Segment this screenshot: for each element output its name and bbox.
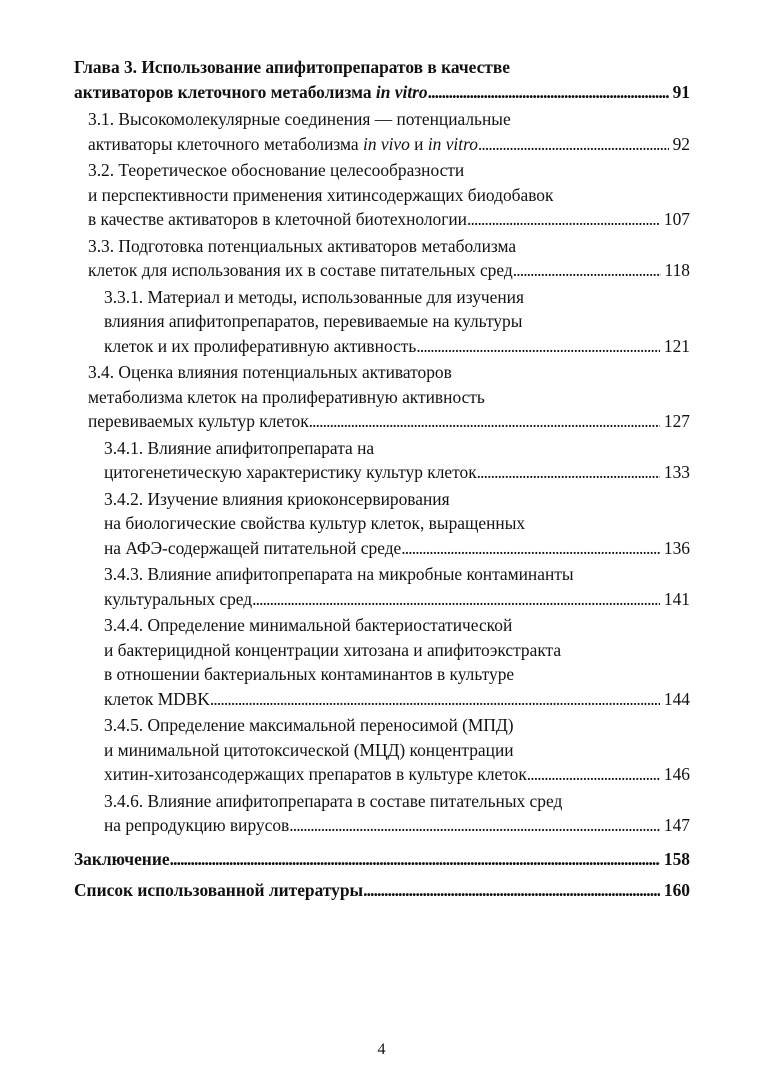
toc-page-number: 133 — [663, 462, 690, 482]
toc-text: хитин-хитозансодержащих препаратов в культуре клеток — [104, 764, 527, 784]
toc-line: 3.4.6. Влияние апифитопрепарата в составе питательных сред — [104, 790, 563, 811]
toc-text: культуральных сред — [104, 588, 253, 609]
toc-line: 3.4.1. Влияние апифитопрепарата на — [104, 437, 375, 458]
toc-entry-3-4-3[interactable] — [104, 562, 690, 611]
toc-text: на репродукцию вирусов — [104, 815, 290, 835]
dot-leader — [252, 587, 660, 612]
toc-text: и — [409, 133, 428, 154]
dot-leader — [170, 847, 660, 872]
toc-text: перевиваемых культур клеток — [88, 411, 309, 431]
toc-text: Список использованной литературы — [74, 880, 364, 900]
toc-entry-references[interactable] — [74, 878, 690, 903]
toc-entry-3-4-6[interactable] — [104, 789, 690, 838]
toc-line: 3.3.1. Материал и методы, использованные для изучения — [104, 286, 524, 307]
dot-leader — [477, 460, 660, 485]
dot-leader — [467, 207, 660, 232]
toc-page-number: 91 — [672, 81, 690, 102]
toc-page-number: 144 — [663, 688, 690, 709]
toc-line: 3.1. Высокомолекулярные соединения — потенциальные — [88, 109, 511, 129]
dot-leader — [289, 813, 660, 838]
toc-entry-3-4-4[interactable] — [104, 613, 690, 711]
dot-leader — [513, 258, 661, 283]
dot-leader — [210, 687, 660, 712]
toc-entry-3-3-1[interactable] — [104, 285, 690, 359]
toc-text: клеток для использования их в составе питательных сред — [88, 260, 513, 280]
toc-entry-3-4-1[interactable] — [104, 436, 690, 485]
toc-page-number: 160 — [663, 880, 690, 900]
toc-text: цитогенетическую характеристику культур клеток — [104, 462, 477, 482]
toc-line: в отношении бактериальных контаминантов в культуре — [104, 664, 515, 684]
toc-line: и бактерицидной концентрации хитозана и апифитоэкстракта — [104, 639, 562, 660]
toc-text: в качестве активаторов в клеточной биотехнологии — [88, 209, 467, 229]
toc-entry-3-3[interactable] — [88, 234, 690, 283]
toc-page-number: 121 — [663, 335, 690, 356]
toc-line: 3.4. Оценка влияния потенциальных активаторов — [88, 362, 452, 382]
dot-leader — [527, 762, 660, 787]
toc-italic-text: in vivo — [362, 133, 410, 154]
dot-leader — [401, 536, 660, 561]
toc-line: 3.3. Подготовка потенциальных активаторов метаболизма — [88, 235, 517, 256]
toc-italic-text: in vitro — [427, 133, 478, 154]
toc-page-number: 107 — [663, 209, 690, 229]
dot-leader — [478, 132, 669, 157]
toc-line: 3.4.3. Влияние апифитопрепарата на микробные контаминанты — [104, 564, 574, 584]
toc-text: Заключение — [74, 848, 170, 869]
table-of-contents — [74, 55, 690, 903]
toc-page-number: 92 — [672, 133, 690, 154]
toc-page-number: 141 — [663, 588, 690, 609]
toc-text: активаторов клеточного метаболизма — [74, 81, 376, 102]
toc-text: на АФЭ-содержащей питательной среде — [104, 537, 402, 558]
dot-leader — [363, 878, 660, 903]
toc-page-number: 147 — [663, 815, 690, 835]
toc-line: 3.4.2. Изучение влияния криоконсервирования — [104, 488, 450, 509]
dot-leader — [416, 334, 660, 359]
dot-leader — [428, 80, 669, 105]
toc-page-number: 146 — [663, 764, 690, 784]
page-number: 4 — [377, 1041, 386, 1058]
dot-leader — [309, 409, 660, 434]
toc-page-number: 136 — [663, 537, 690, 558]
toc-entry-3-1[interactable] — [88, 107, 690, 156]
toc-line: на биологические свойства культур клеток, выращенных — [104, 513, 526, 533]
toc-page-number: 127 — [663, 411, 690, 431]
toc-line: 3.4.4. Определение минимальной бактериостатической — [104, 615, 513, 635]
toc-line: метаболизма клеток на пролиферативную активность — [88, 386, 485, 407]
toc-italic-text: in vitro — [375, 81, 428, 102]
toc-line: и минимальной цитотоксической (МЦД) концентрации — [104, 739, 514, 760]
toc-line: и перспективности применения хитинсодержащих биодобавок — [88, 184, 554, 205]
toc-line: влияния апифитопрепаратов, перевиваемые на культуры — [104, 311, 523, 331]
toc-entry-3-4-2[interactable] — [104, 487, 690, 561]
toc-entry-3-4[interactable] — [88, 360, 690, 434]
toc-line: 3.4.5. Определение максимальной переносимой (МПД) — [104, 715, 514, 735]
toc-text: активаторы клеточного метаболизма — [88, 133, 363, 154]
toc-entry-chapter-3[interactable] — [74, 55, 690, 104]
toc-page-number: 118 — [664, 260, 690, 280]
toc-entry-3-2[interactable] — [88, 158, 690, 232]
toc-page-number: 158 — [663, 848, 690, 869]
toc-line: 3.2. Теоретическое обоснование целесообразности — [88, 160, 465, 180]
toc-text: клеток MDBK — [104, 688, 210, 709]
toc-entry-conclusion[interactable] — [74, 847, 690, 872]
toc-entry-3-4-5[interactable] — [104, 713, 690, 787]
toc-text: клеток и их пролиферативную активность — [104, 335, 417, 356]
toc-line: Глава 3. Использование апифитопрепаратов в качестве — [74, 57, 510, 77]
